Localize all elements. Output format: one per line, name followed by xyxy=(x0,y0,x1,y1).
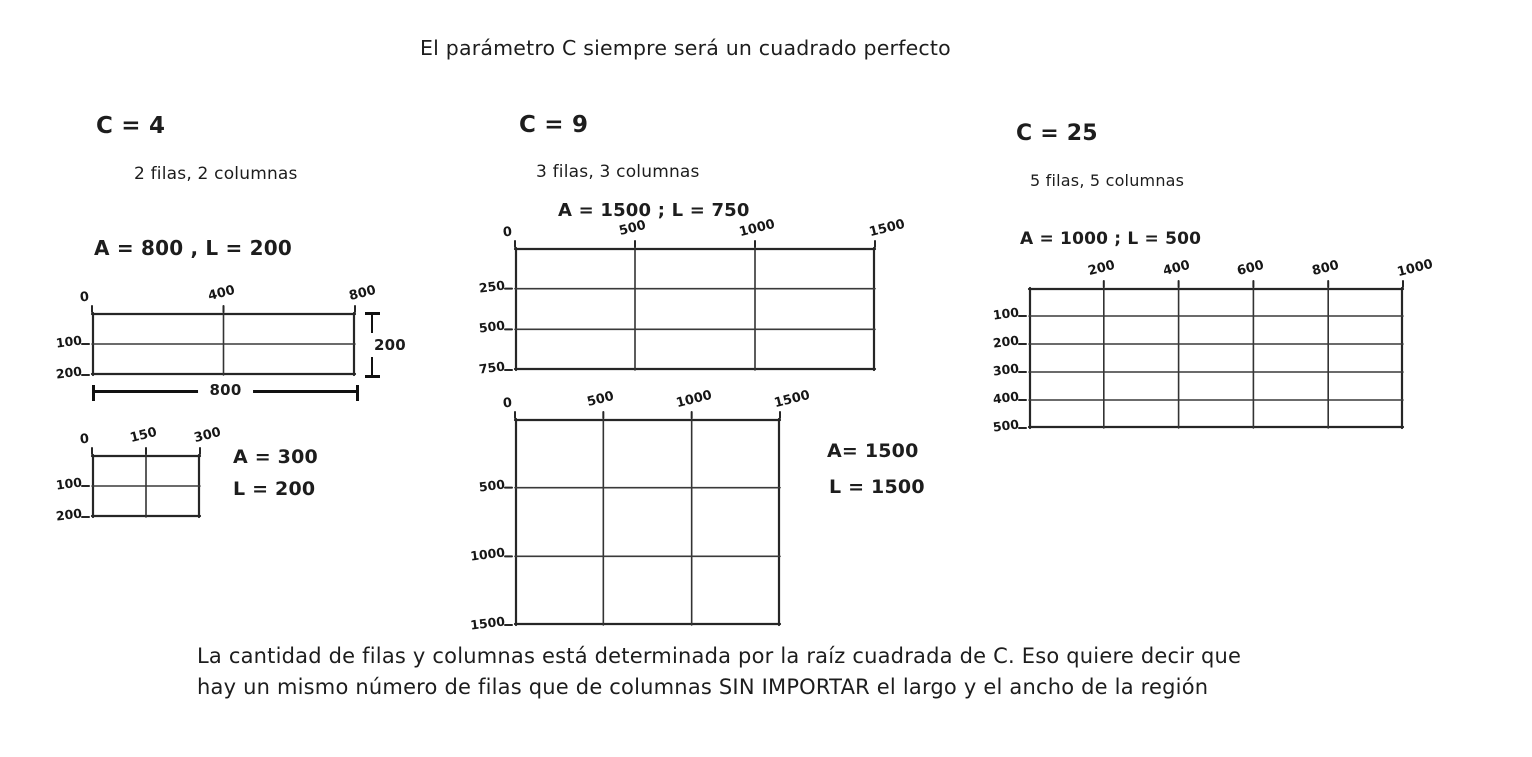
x-tick-label: 200 xyxy=(1086,257,1117,280)
grid-lines xyxy=(515,248,875,370)
section-c4-label: C = 4 xyxy=(96,113,166,139)
x-tick-label: 0 xyxy=(79,431,90,448)
footer-line-1: La cantidad de filas y columnas está determinada por la raíz cuadrada de C. Eso quiere decir que xyxy=(197,644,1242,668)
section-c4-subtitle: 2 filas, 2 columnas xyxy=(134,164,298,184)
y-tick-label: 100 xyxy=(55,474,83,493)
x-tick-label: 1000 xyxy=(737,216,777,241)
x-tick-label: 500 xyxy=(617,217,648,240)
section-c25-subtitle: 5 filas, 5 columnas xyxy=(1030,171,1185,190)
x-tick-label: 300 xyxy=(192,424,223,447)
annotation-c9-bottom-l: L = 1500 xyxy=(829,476,925,498)
grid-c4-main xyxy=(55,282,378,382)
grid-lines xyxy=(92,455,200,517)
y-tick-label: 400 xyxy=(992,388,1020,407)
y-tick-label: 1500 xyxy=(469,613,506,633)
y-tick-label: 200 xyxy=(55,505,83,524)
width-dimension-bracket xyxy=(92,381,359,399)
grid-lines xyxy=(1029,288,1403,428)
annotation-c4-small-l: L = 200 xyxy=(233,478,316,500)
x-tick-label: 1000 xyxy=(1395,256,1435,281)
grid-c4-small xyxy=(55,424,223,524)
y-tick-label: 200 xyxy=(992,332,1020,351)
section-c25-label: C = 25 xyxy=(1016,121,1098,146)
x-tick-label: 0 xyxy=(502,224,513,241)
grid-lines xyxy=(515,419,780,625)
x-tick-label: 1000 xyxy=(674,387,714,412)
page-title: El parámetro C siempre será un cuadrado perfecto xyxy=(420,36,951,60)
y-tick-label: 500 xyxy=(992,416,1020,435)
annotation-c4-small-a: A = 300 xyxy=(233,446,318,468)
x-tick-label: 800 xyxy=(347,282,378,305)
x-tick-label: 0 xyxy=(502,395,513,412)
annotation-c25: A = 1000 ; L = 500 xyxy=(1020,229,1202,249)
y-tick-label: 1000 xyxy=(469,544,506,564)
x-tick-label: 400 xyxy=(1161,257,1192,280)
y-tick-label: 200 xyxy=(55,363,83,382)
height-dimension-label: 200 xyxy=(370,333,408,357)
grid-lines xyxy=(92,313,355,375)
x-tick-label: 1500 xyxy=(772,387,812,412)
annotation-c9-top: A = 1500 ; L = 750 xyxy=(558,200,750,221)
grid-c9-top xyxy=(478,216,907,377)
y-tick-label: 250 xyxy=(478,277,506,296)
grid-c25-main xyxy=(992,256,1435,435)
section-c9-subtitle: 3 filas, 3 columnas xyxy=(536,162,700,182)
y-tick-label: 100 xyxy=(992,304,1020,323)
x-tick-label: 600 xyxy=(1235,257,1266,280)
x-tick-label: 800 xyxy=(1310,257,1341,280)
y-tick-label: 500 xyxy=(478,317,506,336)
x-tick-label: 1500 xyxy=(867,216,907,241)
section-c9-label: C = 9 xyxy=(519,112,589,138)
x-tick-label: 150 xyxy=(128,424,159,447)
annotation-c4-main: A = 800 , L = 200 xyxy=(94,236,293,260)
y-tick-label: 300 xyxy=(992,360,1020,379)
y-tick-label: 100 xyxy=(55,332,83,351)
width-dimension-label: 800 xyxy=(198,381,254,399)
x-tick-label: 0 xyxy=(79,289,90,306)
x-tick-label: 400 xyxy=(206,282,237,305)
y-tick-label: 750 xyxy=(478,358,506,377)
annotation-c9-bottom-a: A= 1500 xyxy=(827,440,919,462)
x-tick-label: 500 xyxy=(585,388,616,411)
height-dimension-bracket xyxy=(371,313,406,377)
grid-c9-bottom xyxy=(469,387,812,633)
y-tick-label: 500 xyxy=(478,476,506,495)
footer-line-2: hay un mismo número de filas que de columnas SIN IMPORTAR el largo y el ancho de la región xyxy=(197,675,1209,699)
